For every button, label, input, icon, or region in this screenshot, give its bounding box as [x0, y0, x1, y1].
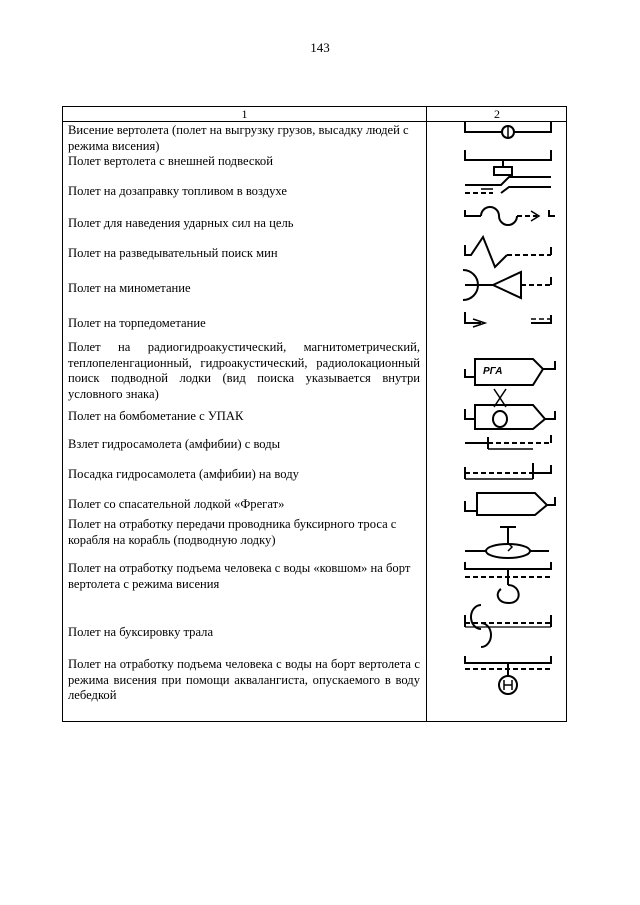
column-header-2: 2: [494, 107, 500, 121]
table-row-text: Полет на минометание: [68, 281, 191, 295]
mine-search-icon: [465, 237, 551, 267]
table-row-text: Посадка гидросамолета (амфибии) на воду: [68, 467, 299, 481]
table-row-text: Висение вертолета (полет на выгрузку грузов, высадку людей с режима висения): [68, 123, 409, 153]
page-number: 143: [310, 40, 330, 55]
table-row-text: Полет на отработку подъема человека с воды «ковшом» на борт вертолета с режима висения: [68, 561, 411, 591]
torpedo-icon: [465, 312, 551, 327]
mine-laying-icon: [463, 270, 551, 300]
column-header-1: 1: [241, 107, 248, 121]
hover-icon: [465, 122, 551, 138]
table-row-text: Взлет гидросамолета (амфибии) с воды: [68, 437, 281, 451]
table-row-text: Полет на бомбометание с УПАК: [68, 409, 244, 423]
table-row-text: Полет на отработку передачи проводника буксирного троса с корабля на корабль (подводную лодку): [68, 517, 397, 547]
seaplane-landing-icon: [465, 463, 551, 479]
air-refueling-icon: [465, 177, 551, 193]
strike-guidance-icon: [465, 207, 555, 225]
submarine-search-label: РГА: [483, 366, 503, 377]
submarine-search-icon: [465, 359, 555, 385]
table-row-text: Полет на дозаправку топливом в воздухе: [68, 184, 288, 198]
tow-line-transfer-icon: [465, 527, 549, 558]
table-row-text: Полет на отработку подъема человека с воды на борт вертолета с режима висения при помощи аквалангиста, опускаемого в воду лебедкой: [68, 657, 420, 702]
table-row-text: Полет для наведения ударных сил на цель: [68, 216, 294, 230]
symbols-table: [62, 106, 567, 722]
table-row-text: Полет вертолета с внешней подвеской: [68, 154, 273, 168]
table-row-text: Полет на торпедометание: [68, 316, 206, 330]
bucket-lift-icon: [465, 562, 551, 603]
diver-winch-icon: [465, 656, 551, 694]
table-row-text: Полет на разведывательный поиск мин: [68, 246, 278, 260]
bombing-upak-icon: [465, 389, 555, 429]
seaplane-takeoff-icon: [465, 435, 551, 449]
table-row-text: Полет на буксировку трала: [68, 625, 214, 639]
table-row-text: Полет на радиогидроакустический, магнитометрический, теплопеленгационный, гидроакустический, радиолокационный поиск подводной лодки (вид поиска указывается внутри условного знака): [68, 340, 420, 401]
external-sling-icon: [465, 150, 551, 175]
table-row-text: Полет со спасательной лодкой «Фрегат»: [68, 497, 285, 511]
rescue-boat-icon: [465, 493, 555, 515]
trawl-towing-icon: [465, 605, 551, 647]
